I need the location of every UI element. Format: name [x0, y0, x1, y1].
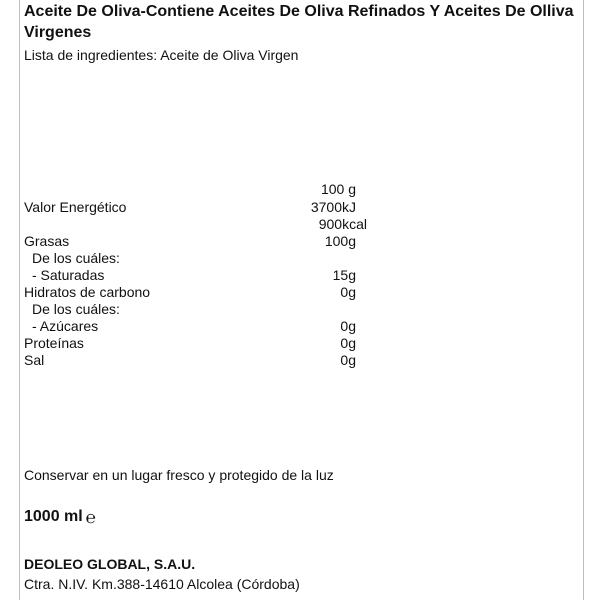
ingredients-list: Lista de ingredientes: Aceite de Oliva Virgen — [24, 47, 299, 63]
estimated-sign-icon: ℮ — [85, 507, 96, 527]
nutrition-label-fat: Grasas — [24, 233, 70, 249]
net-quantity — [24, 507, 96, 527]
nutrition-value-protein: 0g — [340, 335, 356, 351]
nutrition-label-carbohydrates: Hidratos de carbono — [24, 284, 151, 300]
storage-instructions: Conservar en un lugar fresco y protegido de la luz — [24, 467, 334, 483]
nutrition-value-energy-kcal: 900kcal — [318, 216, 367, 232]
product-label — [19, 0, 584, 600]
nutrition-value-carbohydrates: 0g — [340, 284, 356, 300]
nutrition-column-header: 100 g — [320, 181, 356, 197]
nutrition-label-sugars: - Azúcares — [32, 318, 99, 334]
nutrition-value-fat: 100g — [324, 233, 356, 249]
product-title: Aceite De Oliva-Contiene Aceites De Oliva Refinados Y Aceites De Olliva Virgenes — [24, 3, 574, 41]
nutrition-label-of-which-fat: De los cuáles: — [32, 250, 120, 266]
nutrition-label-protein: Proteínas — [24, 335, 84, 351]
nutrition-value-salt: 0g — [340, 352, 356, 368]
company-name: DEOLEO GLOBAL, S.A.U. — [24, 556, 196, 572]
nutrition-label-saturates: - Saturadas — [32, 267, 105, 283]
nutrition-value-saturates: 15g — [332, 267, 356, 283]
nutrition-label-salt: Sal — [24, 352, 45, 368]
nutrition-label-of-which-carbs: De los cuáles: — [32, 301, 120, 317]
nutrition-value-energy-kj: 3700kJ — [310, 199, 356, 215]
net-quantity-value: 1000 ml — [24, 508, 83, 525]
nutrition-value-sugars: 0g — [340, 318, 356, 334]
company-address: Ctra. N.IV. Km.388-14610 Alcolea (Córdoba) — [24, 576, 300, 592]
nutrition-label-energy: Valor Energético — [24, 199, 127, 215]
